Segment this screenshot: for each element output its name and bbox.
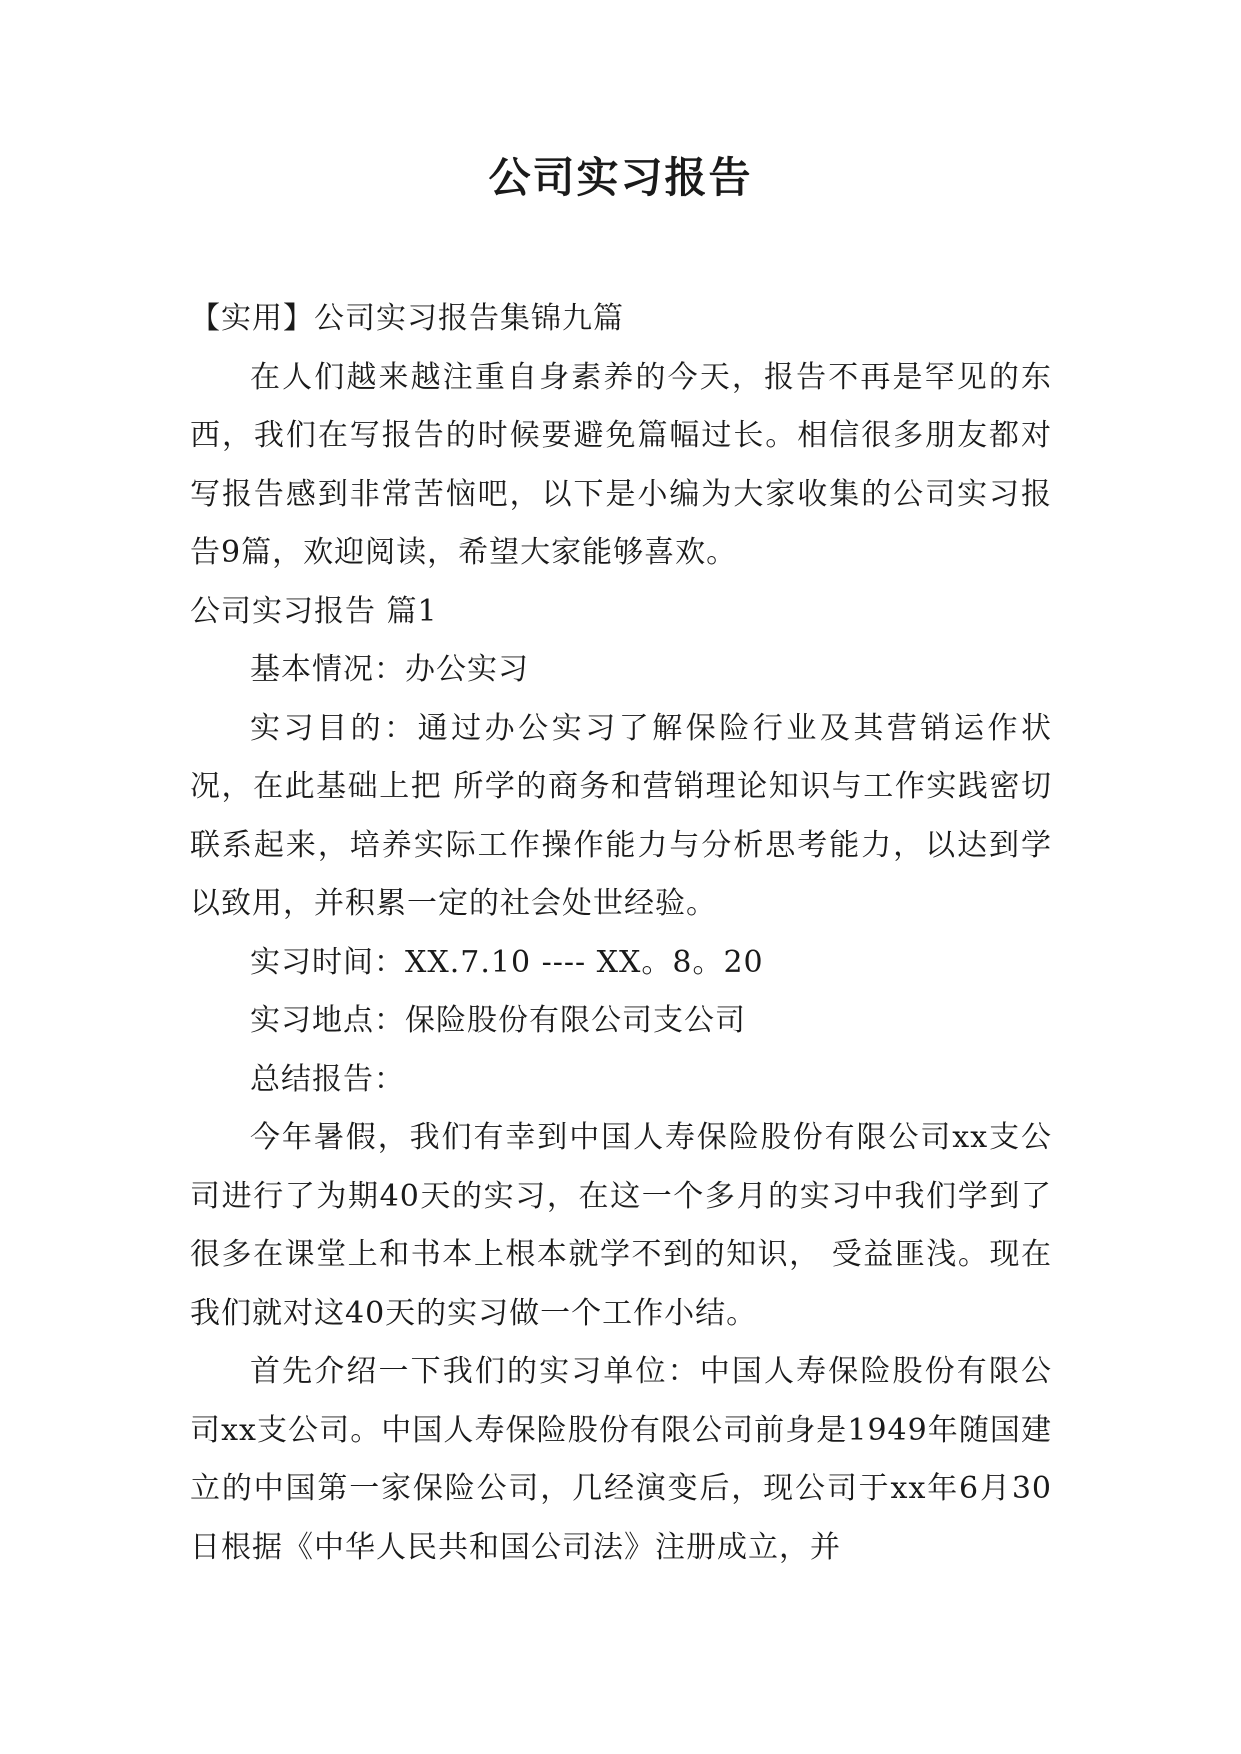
intro-paragraph: 在人们越来越注重自身素养的今天，报告不再是罕见的东西，我们在写报告的时候要避免篇幅过长。相信很多朋友都对写报告感到非常苦恼吧，以下是小编为大家收集的公司实习报告9篇，欢迎阅读，希望大家能够喜欢。 <box>190 359 1052 570</box>
summary-paragraph: 今年暑假，我们有幸到中国人寿保险股份有限公司xx支公司进行了为期40天的实习，在这一个多月的实习中我们学到了很多在课堂上和书本上根本就学不到的知识， 受益匪浅。现在我们就对这40天的实习做一个工作小结。 <box>190 1120 1052 1331</box>
subtitle-line: 【实用】公司实习报告集锦九篇 <box>190 301 624 336</box>
time-line: 实习时间：XX.7.10 ---- XX。8。20 <box>250 944 764 980</box>
document-title: 公司实习报告 <box>488 153 753 202</box>
basic-info-line: 基本情况：办公实习 <box>250 652 529 687</box>
company-intro-paragraph: 首先介绍一下我们的实习单位：中国人寿保险股份有限公司xx支公司。中国人寿保险股份有限公司前身是1949年随国建立的中国第一家保险公司，几经演变后，现公司于xx年6月30日根据《中华人民共和国公司法》注册成立，并 <box>190 1354 1052 1565</box>
document-body <box>190 290 1052 1577</box>
section-heading: 公司实习报告 篇1 <box>190 593 438 629</box>
summary-heading: 总结报告： <box>250 1061 405 1097</box>
location-line: 实习地点：保险股份有限公司支公司 <box>250 1003 746 1038</box>
purpose-paragraph: 实习目的：通过办公实习了解保险行业及其营销运作状况，在此基础上把 所学的商务和营销理论知识与工作实践密切联系起来，培养实际工作操作能力与分析思考能力，以达到学以致用，并积累一定的社会处世经验。 <box>190 710 1052 921</box>
